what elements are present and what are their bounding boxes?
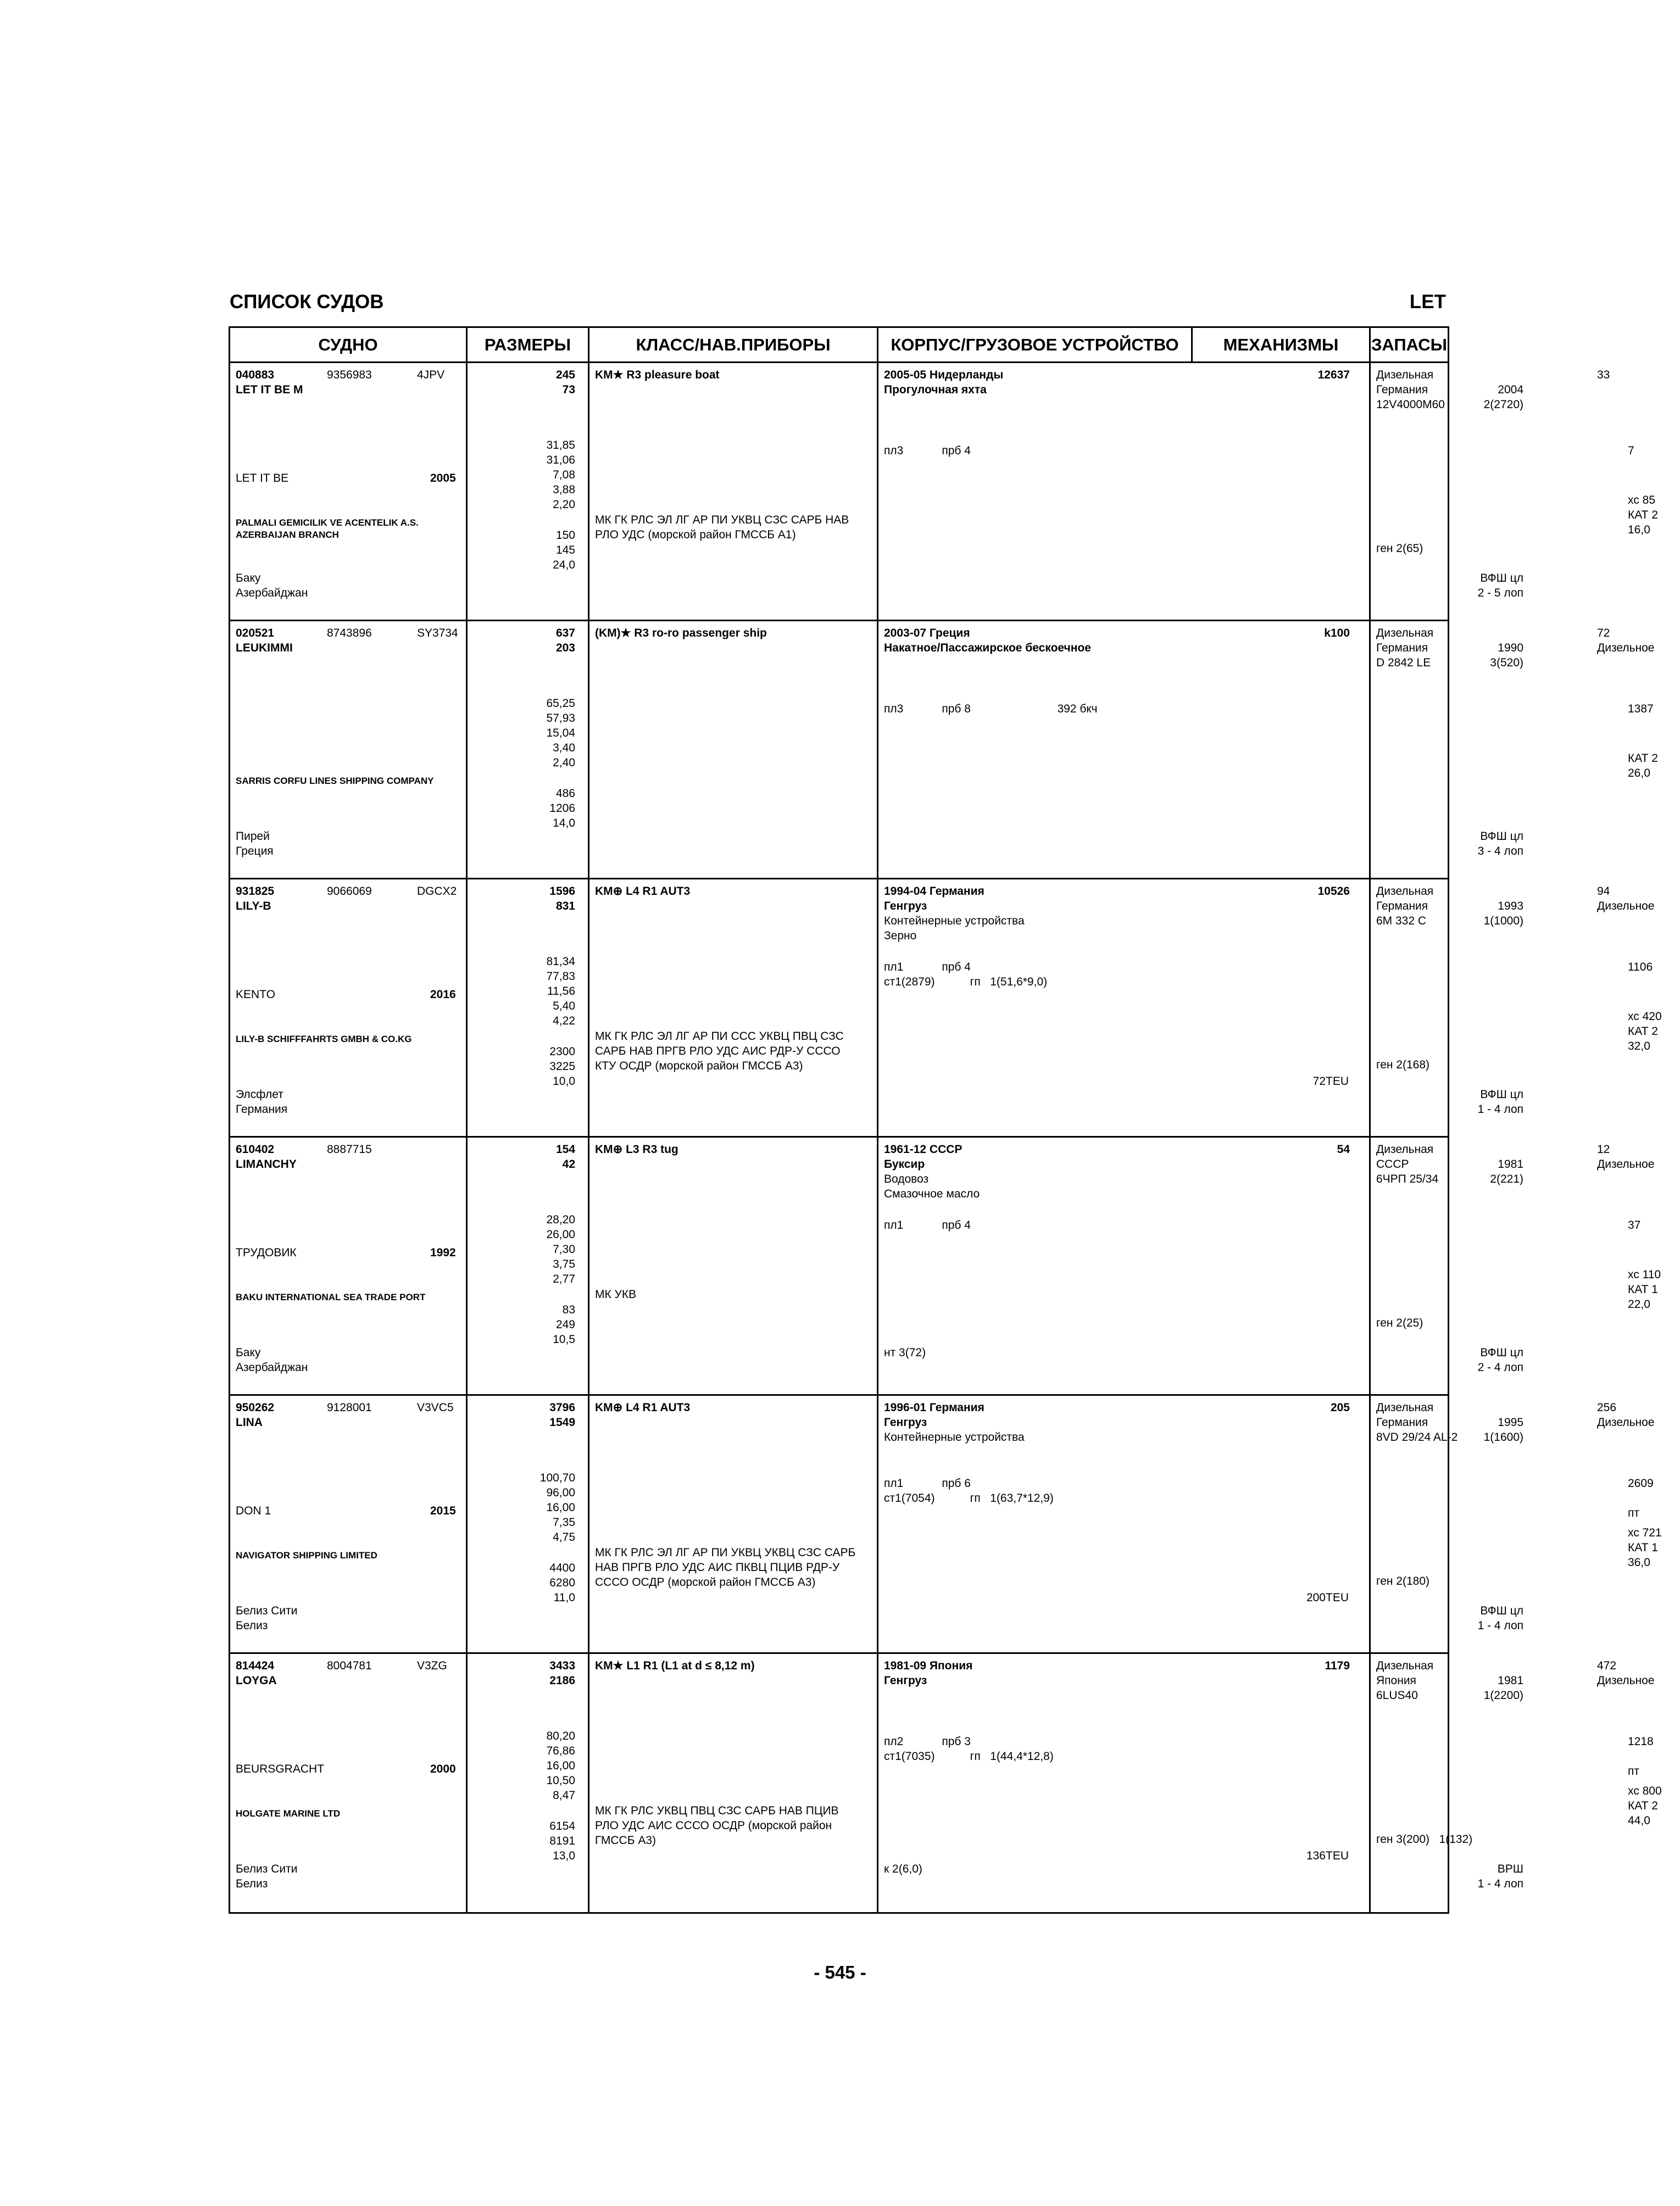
former-name: KENTO (236, 988, 275, 1001)
supplies-fuel: 256 Дизельное (1597, 1401, 1655, 1429)
column-header-supplies: ЗАПАСЫ (1371, 328, 1448, 363)
flag: Белиз (236, 1878, 268, 1890)
propeller: ВФШ цл 1 - 4 лоп (1477, 1605, 1523, 1632)
home-port: Баку (236, 1346, 261, 1359)
registry-number: 040883 (236, 369, 275, 381)
dimensions: 81,34 77,83 11,56 5,40 4,22 (546, 955, 575, 1027)
class-notation: KM⊕ L4 R1 AUT3 (595, 885, 691, 898)
column-divider (877, 621, 878, 878)
column-divider (588, 621, 589, 878)
net-tonnage: 73 (562, 383, 575, 396)
supplies-other: хс 110 КАТ 1 22,0 (1628, 1268, 1661, 1311)
vessel-record (230, 1654, 1662, 1912)
build-info: 1981-09 Япония (884, 1659, 973, 1672)
ship-table (229, 326, 1662, 1914)
gross-tonnage: 3433 (549, 1659, 575, 1672)
supplies-water: 37 (1628, 1219, 1641, 1232)
column-header-machinery: МЕХАНИЗМЫ (1193, 328, 1371, 363)
engine-year-power: 1981 1(2200) (1483, 1674, 1523, 1702)
class-notation: KM★ R3 pleasure boat (595, 369, 720, 381)
hull-decks: пл2 прб 3 (884, 1735, 971, 1748)
supplies-water: 1218 пт (1628, 1735, 1654, 1778)
dimensions: 80,20 76,86 16,00 10,50 8,47 (546, 1730, 575, 1802)
column-divider (588, 1396, 589, 1652)
column-divider (588, 1138, 589, 1394)
flag: Азербайджан (236, 1361, 308, 1374)
net-tonnage: 203 (555, 642, 575, 654)
gross-tonnage: 154 (555, 1143, 575, 1156)
net-tonnage: 42 (562, 1158, 575, 1171)
navigation-equipment: МК ГК РЛС ЭЛ ЛГ АР ПИ ССС УКВЦ ПВЦ СЗС САРБ НАВ ПРГВ РЛО УДС АИС РДР-У СССО КТУ ОСДР (морской район ГМССБ А3) (595, 1030, 844, 1072)
vessel-name: LINA (236, 1416, 263, 1429)
navigation-equipment: МК ГК РЛС ЭЛ ЛГ АР ПИ УКВЦ УКВЦ СЗС САРБ НАВ ПРГВ РЛО УДС АИС ПКВЦ ПЦИВ РДР-У СССО ОСДР (морской район ГМССБ А3) (595, 1546, 856, 1589)
gross-tonnage: 1596 (549, 885, 575, 898)
column-divider (1369, 879, 1371, 1136)
supplies-fuel: 33 (1597, 369, 1610, 381)
imo-number: 9066069 (327, 885, 372, 898)
engine-year-power: 1993 1(1000) (1483, 900, 1523, 927)
deadweight-capacity: 83 249 10,5 (553, 1303, 575, 1346)
hull-decks: пл1 прб 4 (884, 1219, 971, 1232)
supplies-other: хс 420 КАТ 2 32,0 (1628, 1010, 1662, 1052)
owner: BAKU INTERNATIONAL SEA TRADE PORT (236, 1292, 426, 1302)
vessel-type: Генгруз (884, 900, 927, 912)
hull-decks: пл3 прб 8 392 бкч (884, 703, 1098, 715)
registry-number: 950262 (236, 1401, 275, 1414)
vessel-name: LEUKIMMI (236, 642, 293, 654)
former-name: ТРУДОВИК (236, 1246, 297, 1259)
hull-holds: ст1(2879) гп 1(51,6*9,0) (884, 976, 1048, 988)
column-divider (1369, 1138, 1371, 1394)
flag: Греция (236, 845, 274, 857)
vessel-type: Прогулочная яхта (884, 383, 987, 396)
home-port: Пирей (236, 830, 270, 843)
supplies-fuel: 72 Дизельное (1597, 627, 1655, 654)
home-port: Белиз Сити (236, 1605, 298, 1617)
build-number: k100 (1324, 627, 1350, 639)
engine-year-power: 2004 2(2720) (1483, 383, 1523, 411)
column-divider (1369, 1654, 1371, 1912)
supplies-water: 1387 (1628, 703, 1654, 715)
dimensions: 31,85 31,06 7,08 3,88 2,20 (546, 439, 575, 511)
column-divider (588, 363, 589, 620)
former-name: LET IT BE (236, 472, 289, 484)
navigation-equipment: МК ГК РЛС ЭЛ ЛГ АР ПИ УКВЦ СЗС САРБ НАВ РЛО УДС (морской район ГМССБ А1) (595, 514, 849, 541)
hull-decks: пл3 прб 4 (884, 444, 971, 457)
engine: Дизельная СССР 6ЧРП 25/34 (1376, 1143, 1439, 1185)
home-port: Баку (236, 572, 261, 584)
generators: ген 2(65) (1376, 542, 1423, 555)
imo-number: 9128001 (327, 1401, 372, 1414)
former-name: DON 1 (236, 1505, 271, 1517)
flag: Азербайджан (236, 587, 308, 599)
propeller: ВФШ цл 3 - 4 лоп (1477, 830, 1523, 857)
column-divider (1369, 1396, 1371, 1652)
supplies-fuel: 94 Дизельное (1597, 885, 1655, 912)
vessel-record (230, 1396, 1662, 1654)
registry-number: 020521 (236, 627, 275, 639)
cargo-gear: Водовоз Смазочное масло (884, 1173, 980, 1200)
net-tonnage: 1549 (549, 1416, 575, 1429)
section-code: LET (1409, 291, 1446, 313)
registry-number: 610402 (236, 1143, 275, 1156)
vessel-name: LET IT BE M (236, 383, 303, 396)
former-name-year: 2000 (430, 1763, 456, 1775)
imo-number: 8887715 (327, 1143, 372, 1156)
deadweight-capacity: 4400 6280 11,0 (549, 1562, 575, 1604)
vessel-name: LOYGA (236, 1674, 277, 1687)
engine-year-power: 1981 2(221) (1490, 1158, 1523, 1185)
vessel-type: Накатное/Пассажирское бескоечное (884, 642, 1091, 654)
home-port: Элсфлет (236, 1088, 283, 1101)
class-notation: KM★ L1 R1 (L1 at d ≤ 8,12 m) (595, 1659, 755, 1672)
call-sign: DGCX2 (417, 885, 457, 898)
call-sign: V3ZG (417, 1659, 447, 1672)
vessel-type: Генгруз (884, 1416, 927, 1429)
flag: Германия (236, 1103, 288, 1116)
former-name: BEURSGRACHT (236, 1763, 325, 1775)
dimensions: 65,25 57,93 15,04 3,40 2,40 (546, 697, 575, 769)
page-number: - 545 - (814, 1962, 866, 1982)
column-header-hull: КОРПУС/ГРУЗОВОЕ УСТРОЙСТВО (878, 328, 1193, 363)
cargo-gear: Контейнерные устройства (884, 1431, 1025, 1444)
net-tonnage: 2186 (549, 1674, 575, 1687)
container-capacity: 136TEU (1306, 1850, 1349, 1862)
engine: Дизельная Германия D 2842 LE (1376, 627, 1434, 669)
build-info: 2003-07 Греция (884, 627, 970, 639)
call-sign: V3VC5 (417, 1401, 454, 1414)
class-notation: KM⊕ L3 R3 tug (595, 1143, 678, 1156)
supplies-fuel: 472 Дизельное (1597, 1659, 1655, 1687)
deadweight-capacity: 6154 8191 13,0 (549, 1820, 575, 1862)
column-divider (1369, 621, 1371, 878)
hull-decks: пл1 прб 6 (884, 1477, 971, 1490)
net-tonnage: 831 (555, 900, 575, 912)
supplies-other: хс 85 КАТ 2 16,0 (1628, 494, 1658, 536)
column-header-class: КЛАСС/НАВ.ПРИБОРЫ (589, 328, 878, 363)
container-capacity: 200TEU (1306, 1591, 1349, 1604)
tanks: нт 3(72) (884, 1346, 926, 1359)
engine-year-power: 1995 1(1600) (1483, 1416, 1523, 1444)
former-name-year: 2016 (430, 988, 456, 1001)
vessel-name: LILY-B (236, 900, 271, 912)
vessel-record (230, 363, 1658, 621)
generators: ген 2(25) (1376, 1317, 1423, 1329)
generators: ген 2(180) (1376, 1575, 1430, 1587)
generators: ген 2(168) (1376, 1059, 1430, 1071)
tanks: к 2(6,0) (884, 1863, 922, 1875)
propeller: ВФШ цл 2 - 4 лоп (1477, 1346, 1523, 1374)
build-number: 10526 (1317, 885, 1350, 898)
build-info: 1961-12 СССР (884, 1143, 963, 1156)
propeller: ВРШ 1 - 4 лоп (1477, 1863, 1523, 1890)
vessel-record (230, 879, 1662, 1138)
hull-holds: ст1(7054) гп 1(63,7*12,9) (884, 1492, 1054, 1505)
home-port: Белиз Сити (236, 1863, 298, 1875)
page-title: СПИСОК СУДОВ (230, 291, 384, 313)
gross-tonnage: 245 (555, 369, 575, 381)
dimensions: 28,20 26,00 7,30 3,75 2,77 (546, 1213, 575, 1285)
gross-tonnage: 637 (555, 627, 575, 639)
vessel-name: LIMANCHY (236, 1158, 297, 1171)
container-capacity: 72TEU (1312, 1075, 1349, 1088)
navigation-equipment: МК ГК РЛС УКВЦ ПВЦ СЗС САРБ НАВ ПЦИВ РЛО УДС АИС СССО ОСДР (морской район ГМССБ А3) (595, 1804, 839, 1847)
imo-number: 8743896 (327, 627, 372, 639)
column-divider (877, 1138, 878, 1394)
build-number: 1179 (1325, 1659, 1350, 1672)
column-divider (1369, 363, 1371, 620)
class-notation: KM⊕ L4 R1 AUT3 (595, 1401, 691, 1414)
supplies-fuel: 12 Дизельное (1597, 1143, 1655, 1171)
call-sign: 4JPV (417, 369, 445, 381)
build-info: 1996-01 Германия (884, 1401, 984, 1414)
flag: Белиз (236, 1619, 268, 1632)
build-number: 54 (1337, 1143, 1350, 1156)
vessel-type: Буксир (884, 1158, 925, 1171)
call-sign: SY3734 (417, 627, 458, 639)
dimensions: 100,70 96,00 16,00 7,35 4,75 (539, 1472, 575, 1544)
cargo-gear: Контейнерные устройства Зерно (884, 915, 1025, 942)
column-divider (877, 363, 878, 620)
build-info: 1994-04 Германия (884, 885, 984, 898)
hull-decks: пл1 прб 4 (884, 961, 971, 973)
owner: SARRIS CORFU LINES SHIPPING COMPANY (236, 776, 434, 786)
engine: Дизельная Япония 6LUS40 (1376, 1659, 1434, 1702)
build-number: 12637 (1317, 369, 1350, 381)
supplies-water: 7 (1628, 444, 1634, 457)
deadweight-capacity: 150 145 24,0 (553, 529, 575, 571)
supplies-other: хс 721 КАТ 1 36,0 (1628, 1527, 1662, 1569)
vessel-record (230, 621, 1658, 879)
column-divider (877, 879, 878, 1136)
column-header-vessel: СУДНО (230, 328, 468, 363)
hull-holds: ст1(7035) гп 1(44,4*12,8) (884, 1750, 1054, 1763)
gross-tonnage: 3796 (549, 1401, 575, 1414)
column-divider (588, 879, 589, 1136)
registry-number: 931825 (236, 885, 275, 898)
imo-number: 9356983 (327, 369, 372, 381)
supplies-water: 1106 (1628, 961, 1653, 973)
engine: Дизельная Германия 12V4000M60 (1376, 369, 1445, 411)
class-notation: (KM)★ R3 ro-ro passenger ship (595, 627, 767, 639)
imo-number: 8004781 (327, 1659, 372, 1672)
propeller: ВФШ цл 1 - 4 лоп (1477, 1088, 1523, 1116)
propeller: ВФШ цл 2 - 5 лоп (1477, 572, 1523, 599)
column-header-dimensions: РАЗМЕРЫ (468, 328, 589, 363)
build-number: 205 (1330, 1401, 1350, 1414)
owner: PALMALI GEMICILIK VE ACENTELIK A.S. AZERBAIJAN BRANCH (236, 517, 419, 540)
owner: LILY-B SCHIFFFAHRTS GMBH & CO.KG (236, 1034, 412, 1044)
deadweight-capacity: 2300 3225 10,0 (549, 1045, 575, 1088)
build-info: 2005-05 Нидерланды (884, 369, 1004, 381)
deadweight-capacity: 486 1206 14,0 (549, 787, 575, 829)
navigation-equipment: МК УКВ (595, 1288, 637, 1301)
column-divider (588, 1654, 589, 1912)
registry-number: 814424 (236, 1659, 275, 1672)
supplies-other: КАТ 2 26,0 (1628, 752, 1658, 779)
former-name-year: 2005 (430, 472, 456, 484)
vessel-type: Генгруз (884, 1674, 927, 1687)
engine: Дизельная Германия 6M 332 C (1376, 885, 1434, 927)
owner: HOLGATE MARINE LTD (236, 1808, 341, 1819)
supplies-other: хс 800 КАТ 2 44,0 (1628, 1785, 1662, 1827)
former-name-year: 1992 (430, 1246, 456, 1259)
engine-year-power: 1990 3(520) (1490, 642, 1523, 669)
supplies-water: 2609 пт (1628, 1477, 1654, 1519)
column-divider (877, 1654, 878, 1912)
engine: Дизельная Германия 8VD 29/24 AL-2 (1376, 1401, 1458, 1444)
owner: NAVIGATOR SHIPPING LIMITED (236, 1550, 377, 1561)
generators: ген 3(200) 1(132) (1376, 1833, 1473, 1846)
column-divider (877, 1396, 878, 1652)
vessel-record (230, 1138, 1661, 1396)
former-name-year: 2015 (430, 1505, 456, 1517)
